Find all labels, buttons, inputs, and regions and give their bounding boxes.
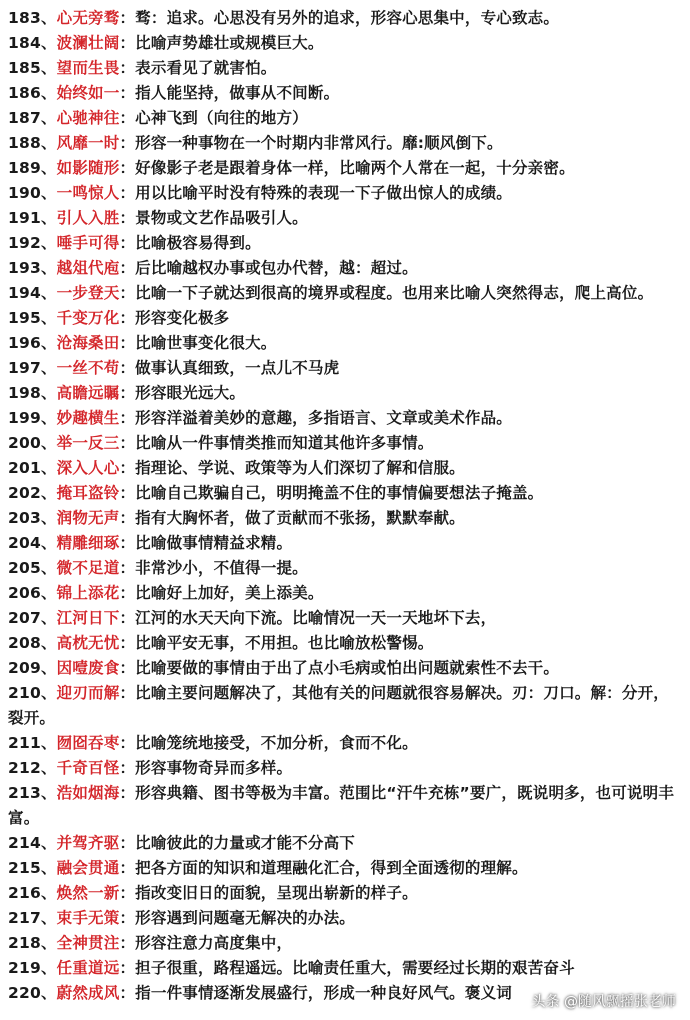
watermark: 头条 @随风飘摇张老师 [531,994,676,1010]
idiom-definition: 指改变旧日的面貌，呈现出崭新的样子。 [135,884,418,902]
idiom-term: 束手无策 [56,909,120,927]
idiom-definition: 指人能坚持，做事从不间断。 [135,84,340,102]
idiom-definition: 比喻笼统地接受，不加分析，食而不化。 [135,734,418,752]
entry-number: 208、 [8,634,57,652]
list-item: 199、妙趣横生：形容洋溢着美妙的意趣，多指语言、文章或美术作品。 [8,409,512,427]
entry-number: 219、 [8,959,57,977]
idiom-definition: 形容一种事物在一个时期内非常风行。靡:顺风倒下。 [135,134,503,152]
entry-number: 216、 [8,884,57,902]
idiom-definition: 比喻自己欺骗自己，明明掩盖不住的事情偏要想法子掩盖。 [135,484,544,502]
idiom-term: 唾手可得 [56,234,120,252]
idiom-definition: 比喻一下子就达到很高的境界或程度。也用来比喻人突然得志，爬上高位。 [135,284,654,302]
idiom-definition: 指有大胸怀者，做了贡献而不张扬，默默奉献。 [135,509,465,527]
entry-number: 214、 [8,834,57,852]
list-item: 216、焕然一新：指改变旧日的面貌，呈现出崭新的样子。 [8,884,418,902]
entry-number: 210、 [8,684,57,702]
list-item: 215、融会贯通：把各方面的知识和道理融化汇合，得到全面透彻的理解。 [8,859,528,877]
idiom-definition: 非常沙小，不值得一提。 [135,559,308,577]
idiom-term: 全神贯注 [56,934,120,952]
entry-number: 217、 [8,909,57,927]
idiom-term: 并驾齐驱 [56,834,120,852]
list-item: 213、浩如烟海：形容典籍、图书等极为丰富。范围比“汗牛充栋”要广，既说明多，也可说明丰富。 [8,784,675,827]
idiom-term: 锦上添花 [56,584,120,602]
idiom-definition: 比喻主要问题解决了，其他有关的问题就很容易解决。刃：刀口。解：分开，裂开。 [8,684,669,727]
list-item: 212、千奇百怪：形容事物奇异而多样。 [8,759,293,777]
idiom-definition: 把各方面的知识和道理融化汇合，得到全面透彻的理解。 [135,859,528,877]
list-item: 220、蔚然成风：指一件事情逐渐发展盛行，形成一种良好风气。褒义词 [8,984,512,1002]
idiom-term: 任重道远 [56,959,120,977]
list-item: 208、高枕无忧：比喻平安无事，不用担。也比喻放松警惕。 [8,634,434,652]
idiom-term: 望而生畏 [56,59,120,77]
list-item: 206、锦上添花：比喻好上加好，美上添美。 [8,584,324,602]
list-item: 201、深入人心：指理论、学说、政策等为人们深切了解和信服。 [8,459,465,477]
idiom-definition: 后比喻越权办事或包办代替，越：超过。 [135,259,418,277]
idiom-definition: 比喻声势雄壮或规模巨大。 [135,34,324,52]
idiom-term: 妙趣横生 [56,409,120,427]
entry-number: 188、 [8,134,57,152]
list-item: 184、波澜壮阔：比喻声势雄壮或规模巨大。 [8,34,324,52]
entry-number: 204、 [8,534,57,552]
entry-number: 183、 [8,9,57,27]
idiom-definition: 比喻彼此的力量或才能不分高下 [135,834,355,852]
entry-number: 205、 [8,559,57,577]
idiom-definition: 心神飞到（向往的地方） [135,109,308,127]
entry-number: 184、 [8,34,57,52]
idiom-term: 始终如一 [56,84,120,102]
list-item: 196、沧海桑田：比喻世事变化很大。 [8,334,277,352]
idiom-term: 焕然一新 [56,884,120,902]
idiom-term: 高枕无忧 [56,634,120,652]
idiom-definition: 比喻做事情精益求精。 [135,534,293,552]
entry-number: 201、 [8,459,57,477]
list-item: 210、迎刃而解：比喻主要问题解决了，其他有关的问题就很容易解决。刃：刀口。解：分开，裂开。 [8,684,669,727]
idiom-term: 举一反三 [56,434,120,452]
entry-number: 191、 [8,209,57,227]
list-item: 204、精雕细琢：比喻做事情精益求精。 [8,534,293,552]
idiom-definition: 形容变化极多 [135,309,230,327]
idiom-term: 千变万化 [56,309,120,327]
idiom-definition: 形容眼光远大。 [135,384,246,402]
idiom-definition: 指理论、学说、政策等为人们深切了解和信服。 [135,459,465,477]
entry-number: 189、 [8,159,57,177]
entry-number: 209、 [8,659,57,677]
list-item: 218、全神贯注：形容注意力高度集中， [8,934,293,952]
idiom-term: 囫囵吞枣 [56,734,120,752]
idiom-definition: 表示看见了就害怕。 [135,59,277,77]
idiom-term: 润物无声 [56,509,120,527]
idiom-definition: 比喻要做的事情由于出了点小毛病或怕出问题就索性不去干。 [135,659,560,677]
list-item: 217、束手无策：形容遇到问题毫无解决的办法。 [8,909,355,927]
idiom-term: 引人入胜 [56,209,120,227]
list-item: 205、微不足道：非常沙小，不值得一提。 [8,559,308,577]
list-item: 183、心无旁骛：骛：追求。心思没有另外的追求，形容心思集中，专心致志。 [8,9,560,27]
idiom-term: 迎刃而解 [56,684,120,702]
idiom-definition: 好像影子老是跟着身体一样，比喻两个人常在一起，十分亲密。 [135,159,575,177]
idiom-definition: 做事认真细致，一点儿不马虎 [135,359,340,377]
idiom-term: 一丝不苟 [56,359,120,377]
idiom-definition: 比喻平安无事，不用担。也比喻放松警惕。 [135,634,434,652]
entry-number: 193、 [8,259,57,277]
list-item: 187、心驰神往：心神飞到（向往的地方） [8,109,308,127]
idiom-term: 心驰神往 [56,109,120,127]
entry-number: 213、 [8,784,57,802]
idiom-definition: 比喻极容易得到。 [135,234,261,252]
idiom-term: 融会贯通 [56,859,120,877]
idiom-term: 微不足道 [56,559,120,577]
list-item: 191、引人入胜：景物或文艺作品吸引人。 [8,209,308,227]
idiom-definition: 江河的水天天向下流。比喻情况一天一天地坏下去， [135,609,497,627]
list-item: 193、越俎代庖：后比喻越权办事或包办代替，越：超过。 [8,259,418,277]
entry-number: 206、 [8,584,57,602]
idiom-definition: 形容典籍、图书等极为丰富。范围比“汗牛充栋”要广，既说明多，也可说明丰富。 [8,784,675,827]
idiom-term: 深入人心 [56,459,120,477]
entry-number: 215、 [8,859,57,877]
entry-number: 194、 [8,284,57,302]
list-item: 195、千变万化：形容变化极多 [8,309,230,327]
idiom-definition: 形容注意力高度集中， [135,934,293,952]
idiom-term: 风靡一时 [56,134,120,152]
entry-number: 218、 [8,934,57,952]
idiom-term: 心无旁骛 [56,9,120,27]
idiom-definition: 形容洋溢着美妙的意趣，多指语言、文章或美术作品。 [135,409,512,427]
list-item: 186、始终如一：指人能坚持，做事从不间断。 [8,84,340,102]
entry-number: 198、 [8,384,57,402]
idiom-term: 波澜壮阔 [56,34,120,52]
list-item: 197、一丝不苟：做事认真细致，一点儿不马虎 [8,359,340,377]
entry-number: 197、 [8,359,57,377]
entry-number: 186、 [8,84,57,102]
list-item: 202、掩耳盗铃：比喻自己欺骗自己，明明掩盖不住的事情偏要想法子掩盖。 [8,484,544,502]
idiom-term: 一鸣惊人 [56,184,120,202]
list-item: 185、望而生畏：表示看见了就害怕。 [8,59,277,77]
idiom-definition: 景物或文艺作品吸引人。 [135,209,308,227]
idiom-definition: 用以比喻平时没有特殊的表现一下子做出惊人的成绩。 [135,184,512,202]
list-item: 189、如影随形：好像影子老是跟着身体一样，比喻两个人常在一起，十分亲密。 [8,159,575,177]
entry-number: 220、 [8,984,57,1002]
list-item: 198、高瞻远瞩：形容眼光远大。 [8,384,246,402]
idiom-term: 高瞻远瞩 [56,384,120,402]
idiom-definition: 比喻好上加好，美上添美。 [135,584,324,602]
idiom-definition: 形容事物奇异而多样。 [135,759,293,777]
idiom-definition: 指一件事情逐渐发展盛行，形成一种良好风气。褒义词 [135,984,512,1002]
list-item: 200、举一反三：比喻从一件事情类推而知道其他许多事情。 [8,434,434,452]
list-item: 194、一步登天：比喻一下子就达到很高的境界或程度。也用来比喻人突然得志，爬上高位。 [8,284,654,302]
entry-number: 192、 [8,234,57,252]
entry-number: 195、 [8,309,57,327]
idiom-term: 浩如烟海 [56,784,120,802]
idiom-term: 精雕细琢 [56,534,120,552]
idiom-definition: 担子很重，路程遥远。比喻责任重大，需要经过长期的艰苦奋斗 [135,959,575,977]
entry-number: 212、 [8,759,57,777]
entry-number: 200、 [8,434,57,452]
idiom-definition: 比喻世事变化很大。 [135,334,277,352]
idiom-term: 掩耳盗铃 [56,484,120,502]
entry-number: 211、 [8,734,57,752]
idiom-definition: 形容遇到问题毫无解决的办法。 [135,909,355,927]
list-item: 211、囫囵吞枣：比喻笼统地接受，不加分析，食而不化。 [8,734,418,752]
idiom-term: 江河日下 [56,609,120,627]
entry-number: 196、 [8,334,57,352]
idiom-term: 蔚然成风 [56,984,120,1002]
entry-number: 202、 [8,484,57,502]
entry-number: 199、 [8,409,57,427]
idiom-term: 越俎代庖 [56,259,120,277]
idiom-term: 一步登天 [56,284,120,302]
idiom-term: 如影随形 [56,159,120,177]
list-item: 192、唾手可得：比喻极容易得到。 [8,234,261,252]
entry-number: 187、 [8,109,57,127]
list-item: 214、并驾齐驱：比喻彼此的力量或才能不分高下 [8,834,355,852]
list-item: 203、润物无声：指有大胸怀者，做了贡献而不张扬，默默奉献。 [8,509,465,527]
idiom-term: 沧海桑田 [56,334,120,352]
entry-number: 190、 [8,184,57,202]
entry-number: 207、 [8,609,57,627]
list-item: 209、因噎废食：比喻要做的事情由于出了点小毛病或怕出问题就索性不去干。 [8,659,560,677]
list-item: 207、江河日下：江河的水天天向下流。比喻情况一天一天地坏下去， [8,609,497,627]
list-item: 190、一鸣惊人：用以比喻平时没有特殊的表现一下子做出惊人的成绩。 [8,184,512,202]
entry-number: 203、 [8,509,57,527]
list-item: 188、风靡一时：形容一种事物在一个时期内非常风行。靡:顺风倒下。 [8,134,503,152]
idiom-definition: 比喻从一件事情类推而知道其他许多事情。 [135,434,434,452]
idiom-definition: 骛：追求。心思没有另外的追求，形容心思集中，专心致志。 [135,9,560,27]
entry-number: 185、 [8,59,57,77]
idiom-term: 千奇百怪 [56,759,120,777]
idiom-term: 因噎废食 [56,659,120,677]
list-item: 219、任重道远：担子很重，路程遥远。比喻责任重大，需要经过长期的艰苦奋斗 [8,959,575,977]
